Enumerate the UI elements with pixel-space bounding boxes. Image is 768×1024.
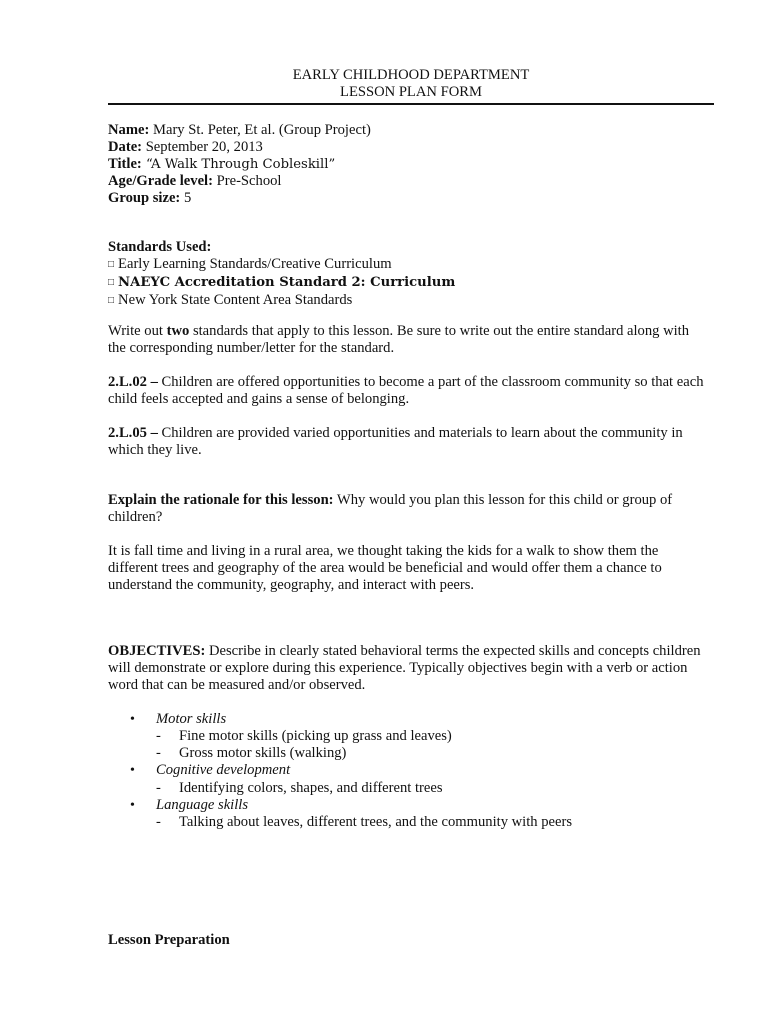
instruction-text-1: Write out	[108, 323, 167, 339]
name-line	[108, 122, 708, 139]
objective-item: Identifying colors, shapes, and different trees	[179, 780, 443, 796]
group-size-line	[108, 190, 708, 207]
standards-section	[108, 239, 708, 310]
group-size-label: Group size:	[108, 190, 181, 206]
bullet-icon: •	[130, 712, 135, 727]
standard-option-1	[108, 256, 708, 274]
standard-entry-1	[108, 374, 708, 408]
objectives-text: Describe in clearly stated behavioral terms the expected skills and concepts children will demonstrate or explore during this experience. Typically objectives begin with a verb or action word that can be measured and/or observed.	[108, 643, 701, 693]
rationale-question: Why would you plan this lesson for this child or group of children?	[108, 492, 673, 525]
dash-icon: -	[156, 814, 161, 830]
standard-text: Children are offered opportunities to become a part of the classroom community so that each child feels accepted and gains a sense of belonging.	[108, 374, 704, 407]
objective-item: Gross motor skills (walking)	[179, 745, 347, 761]
date-value: September 20, 2013	[142, 139, 263, 155]
lesson-preparation-heading: Lesson Preparation	[108, 932, 230, 948]
checkbox-icon: □	[108, 295, 115, 306]
objective-group-title: Language skills	[156, 797, 249, 813]
header-divider	[108, 103, 714, 105]
form-header	[108, 67, 714, 101]
standards-heading: Standards Used:	[108, 239, 212, 255]
rationale-label: Explain the rationale for this lesson:	[108, 492, 334, 508]
standard-code: 2.L.02 –	[108, 374, 158, 390]
age-value: Pre-School	[212, 173, 282, 189]
standard-option-3	[108, 292, 708, 310]
bullet-icon: •	[130, 763, 135, 778]
objectives-description	[108, 643, 708, 694]
standard-option-2	[108, 274, 708, 292]
dash-icon: -	[156, 728, 161, 744]
bullet-icon: •	[130, 798, 135, 813]
title-value: “A Walk Through Cobleskill”	[141, 157, 336, 172]
instruction-emphasis: two	[166, 323, 190, 339]
instruction-text-2: standards that apply to this lesson. Be sure to write out the entire standard along with the corresponding number/letter for the standard.	[108, 323, 690, 356]
name-value: Mary St. Peter, Et al. (Group Project)	[149, 122, 371, 138]
objective-group-title: Motor skills	[156, 711, 227, 727]
objective-item: Talking about leaves, different trees, and the community with peers	[179, 814, 573, 830]
name-label: Name:	[108, 122, 150, 138]
title-line	[108, 156, 708, 173]
dash-icon: -	[156, 745, 161, 761]
objectives-label: OBJECTIVES:	[108, 643, 206, 659]
standard-option-label: New York State Content Area Standards	[118, 292, 353, 308]
age-line	[108, 173, 708, 190]
date-line	[108, 139, 708, 156]
lesson-info	[108, 122, 708, 207]
standard-entry-2	[108, 425, 708, 459]
form-title: LESSON PLAN FORM	[340, 84, 482, 100]
age-label: Age/Grade level:	[108, 173, 213, 189]
group-size-value: 5	[180, 190, 192, 206]
department-title: EARLY CHILDHOOD DEPARTMENT	[292, 67, 530, 83]
standard-text: Children are provided varied opportunities and materials to learn about the community in which they live.	[108, 425, 683, 458]
standard-option-label: NAEYC Accreditation Standard 2: Curriculum	[118, 275, 456, 290]
standard-code: 2.L.05 –	[108, 425, 158, 441]
rationale-prompt	[108, 492, 708, 526]
objective-group-title: Cognitive development	[156, 762, 291, 778]
title-label: Title:	[108, 156, 142, 172]
rationale-answer: It is fall time and living in a rural area, we thought taking the kids for a walk to show them the different trees and geography of the area would be beneficial and would offer them a chance to understand the community, geography, and interact with peers.	[108, 543, 662, 593]
objective-item: Fine motor skills (picking up grass and leaves)	[179, 728, 452, 744]
standards-instruction	[108, 323, 708, 357]
checkbox-icon: □	[108, 259, 115, 270]
dash-icon: -	[156, 780, 161, 796]
standard-option-label: Early Learning Standards/Creative Curriculum	[118, 256, 392, 272]
checkbox-icon: □	[108, 277, 115, 288]
date-label: Date:	[108, 139, 143, 155]
